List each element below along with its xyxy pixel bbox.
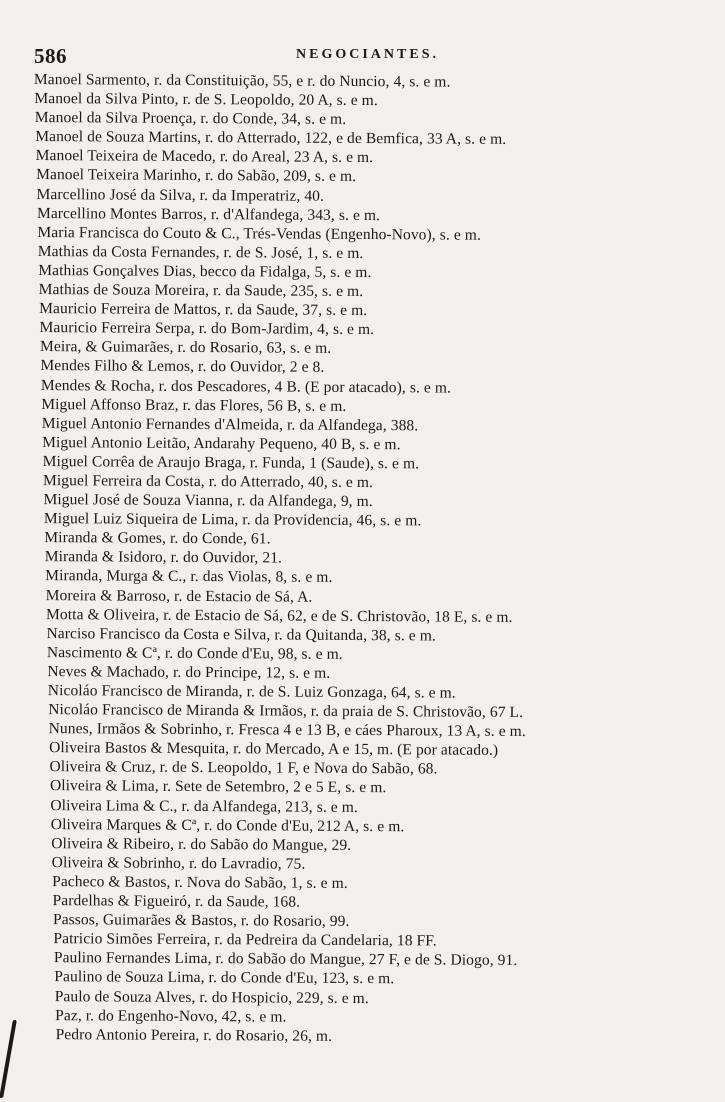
list-item: Oliveira Lima & C., r. da Alfandega, 213, s. e m.: [50, 796, 358, 816]
list-item: Neves & Machado, r. do Principe, 12, s. e m.: [47, 662, 331, 682]
list-item: Manoel de Souza Martins, r. do Atterrado, 122, e de Bemfica, 33 A, s. e m.: [35, 128, 507, 149]
list-item: Narciso Francisco da Costa e Silva, r. da Quitanda, 38, s. e m.: [46, 624, 436, 645]
list-item: Mathias de Souza Moreira, r. da Saude, 235, s. e m.: [38, 281, 364, 301]
list-item: Miguel Corrêa de Araujo Braga, r. Funda, 1 (Saude), s. e m.: [42, 452, 420, 473]
list-item: Mathias da Costa Fernandes, r. de S. José, 1, s. e m.: [37, 242, 364, 262]
list-item: Nunes, Irmãos & Sobrinho, r. Fresca 4 e 13 B, e cáes Pharoux, 13 A, s. e m.: [48, 720, 526, 741]
list-item: Pedro Antonio Pereira, r. do Rosario, 26, m.: [55, 1025, 333, 1045]
list-item: Miguel Antonio Leitão, Andarahy Pequeno, 40 B, s. e m.: [42, 433, 401, 454]
list-item: Manoel Teixeira Marinho, r. do Sabão, 209, s. e m.: [36, 166, 357, 186]
list-item: Miranda, Murga & C., r. das Violas, 8, s. e m.: [45, 567, 333, 587]
list-item: Manoel da Silva Pinto, r. de S. Leopoldo, 20 A, s. e m.: [34, 90, 378, 110]
list-item: Motta & Oliveira, r. de Estacio de Sá, 62, e de S. Christovão, 18 E, s. e m.: [46, 605, 513, 626]
list-item: Mauricio Ferreira Serpa, r. do Bom-Jardim, 4, s. e m.: [39, 319, 375, 339]
list-item: Meira, & Guimarães, r. do Rosario, 63, s. e m.: [39, 338, 332, 358]
list-item: Marcellino Montes Barros, r. d'Alfandega, 343, s. e m.: [36, 204, 381, 224]
list-item: Miguel Ferreira da Costa, r. do Atterrado, 40, s. e m.: [42, 472, 374, 492]
list-item: Pardelhas & Figueiró, r. da Saude, 168.: [52, 892, 301, 911]
list-item: Maria Francisca do Couto & C., Trés-Vendas (Engenho-Novo), s. e m.: [37, 223, 482, 244]
running-title: NEGOCIANTES.: [296, 47, 439, 62]
list-item: Mathias Gonçalves Dias, becco da Fidalga, 5, s. e m.: [38, 261, 372, 282]
list-item: Mauricio Ferreira de Mattos, r. da Saude, 37, s. e m.: [39, 300, 368, 320]
list-item: Marcellino José da Silva, r. da Imperatriz, 40.: [36, 185, 325, 205]
page-header: [34, 40, 701, 70]
list-item: Passos, Guimarães & Bastos, r. do Rosario, 99.: [52, 911, 350, 931]
list-item: Pacheco & Bastos, r. Nova do Sabão, 1, s. e m.: [52, 873, 348, 892]
list-item: Paz, r. do Engenho-Novo, 42, s. e m.: [55, 1006, 287, 1026]
list-item: Miguel Antonio Fernandes d'Almeida, r. da Alfandega, 388.: [41, 414, 419, 435]
list-item: Moreira & Barroso, r. de Estacio de Sá, A.: [45, 586, 313, 606]
list-item: Oliveira & Sobrinho, r. do Lavradio, 75.: [51, 853, 306, 873]
list-item: Manoel Teixeira de Macedo, r. do Areal, 23 A, s. e m.: [35, 147, 374, 167]
list-item: Oliveira & Ribeiro, r. do Sabão do Mangue, 29.: [51, 834, 352, 854]
list-item: Miguel José de Souza Vianna, r. da Alfandega, 9, m.: [43, 491, 373, 511]
list-item: Nicoláo Francisco de Miranda & Irmãos, r. da praia de S. Christovão, 67 L.: [48, 701, 524, 722]
list-item: Miranda & Gomes, r. do Conde, 61.: [44, 529, 271, 548]
list-item: Paulo de Souza Alves, r. do Hospicio, 229, s. e m.: [54, 987, 369, 1007]
list-item: Miguel Affonso Braz, r. das Flores, 56 B, s. e m.: [41, 395, 347, 415]
page-number: 586: [34, 44, 67, 68]
list-item: Miranda & Isidoro, r. do Ouvidor, 21.: [44, 548, 283, 567]
list-item: Miguel Luiz Siqueira de Lima, r. da Providencia, 46, s. e m.: [43, 510, 422, 530]
list-item: Oliveira & Lima, r. Sete de Setembro, 2 e 5 E, s. e m.: [49, 777, 387, 797]
list-item: Mendes & Rocha, r. dos Pescadores, 4 B. (E por atacado), s. e m.: [40, 376, 452, 397]
list-item: Nascimento & Cª, r. do Conde d'Eu, 98, s. e m.: [46, 643, 343, 663]
list-item: Patricio Simões Ferreira, r. da Pedreira da Candelaria, 18 FF.: [53, 930, 437, 950]
list-item: Oliveira Marques & Cª, r. do Conde d'Eu, 212 A, s. e m.: [50, 815, 405, 835]
list-item: Nicoláo Francisco de Miranda, r. de S. Luiz Gonzaga, 64, s. e m.: [47, 682, 456, 702]
list-item: Manoel da Silva Proença, r. do Conde, 34, s. e m.: [34, 109, 347, 129]
list-item: Paulino de Souza Lima, r. do Conde d'Eu, 123, s. e m.: [54, 968, 395, 988]
list-item: Oliveira Bastos & Mesquita, r. do Mercado, A e 15, m. (E por atacado.): [49, 739, 499, 760]
list-item: Manoel Sarmento, r. da Constituição, 55, e r. do Nuncio, 4, s. e m.: [33, 70, 451, 91]
merchant-list: [28, 70, 701, 1048]
list-item: Mendes Filho & Lemos, r. do Ouvidor, 2 e 8.: [40, 357, 325, 377]
list-item: Paulino Fernandes Lima, r. do Sabão do Mangue, 27 F, e de S. Diogo, 91.: [53, 949, 518, 970]
list-item: Oliveira & Cruz, r. de S. Leopoldo, 1 F, e Nova do Sabão, 68.: [49, 758, 438, 778]
